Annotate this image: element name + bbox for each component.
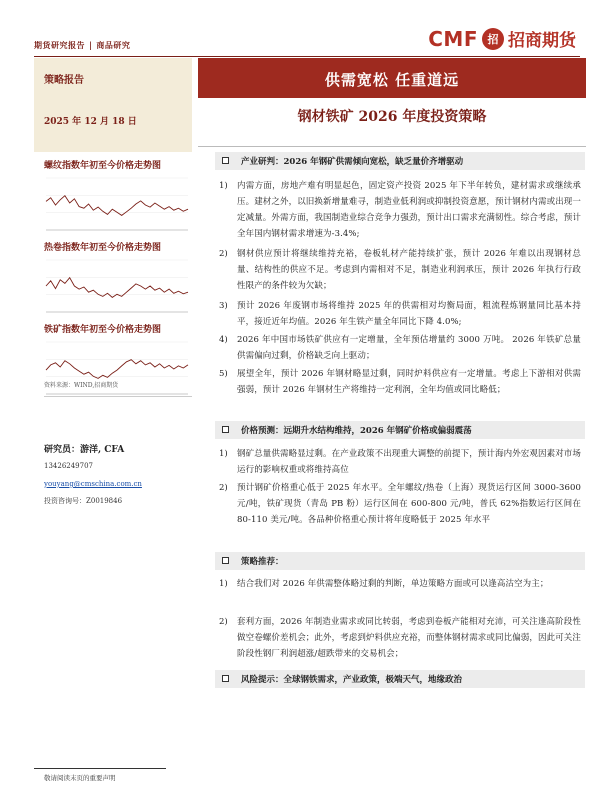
list-item	[219, 366, 581, 414]
item-number: 2)	[219, 483, 228, 493]
hot-coil-price-chart	[44, 254, 192, 322]
rebar-chart-title: 螺纹指数年初至今价格走势图	[44, 161, 162, 171]
list-item	[219, 298, 581, 330]
section-heading-text: 价格预测：远期升水结构维持，2026 年钢矿价格或偏弱震荡	[241, 426, 472, 436]
report-title: 钢材铁矿 2026 年度投资策略	[297, 109, 487, 125]
checkbox-square-icon	[222, 426, 229, 433]
analyst-phone: 13426249707	[44, 462, 93, 470]
list-item	[219, 246, 581, 294]
report-category	[34, 40, 130, 51]
item-number: 4)	[219, 335, 228, 345]
section-heading-strategy	[215, 552, 585, 570]
checkbox-square-icon	[222, 675, 229, 682]
category-label-commodity: 商品研究	[96, 40, 131, 50]
list-item	[219, 332, 581, 364]
logo-chinese-text: 招商期货	[508, 31, 576, 51]
report-date: 2025 年 12 月 18 日	[44, 117, 137, 127]
report-headline: 供需宽松 任重道远	[324, 71, 460, 89]
header-divider	[34, 56, 580, 57]
iron-ore-chart-title: 铁矿指数年初至今价格走势图	[44, 325, 162, 335]
checkbox-square-icon	[222, 157, 229, 164]
page-header	[0, 0, 600, 62]
item-text: 预计钢矿价格重心低于 2025 年水平。全年螺纹/热卷（上海）现货运行区间 3000-3600 元/吨，铁矿现货（青岛 PB 粉）运行区间在 600-800 元/吨，普氏 62%指数运行区间在 80-110 美元/吨。各品种价格重心预计将年度略低于 2025 年水平	[237, 483, 581, 525]
list-item	[219, 446, 581, 478]
checkbox-square-icon	[222, 557, 229, 564]
item-text: 2026 年中国市场铁矿供应有一定增量，全年预估增量约 3000 万吨。 2026 年铁矿总量供需偏向过剩，价格缺乏向上驱动；	[237, 335, 581, 361]
report-type: 策略报告	[44, 75, 84, 86]
analyst-certificate: 投资咨询号：Z0019846	[44, 497, 123, 505]
iron-ore-price-chart	[44, 336, 192, 404]
analyst-email-link[interactable]: youyang@cmschina.com.cn	[44, 480, 142, 488]
title-divider	[198, 146, 586, 147]
chart-source: 资料来源：WIND,招商期货	[44, 382, 119, 389]
item-number: 1)	[219, 579, 228, 589]
item-text: 钢矿总量供需略显过剩。在产业政策不出现重大调整的前提下，预计海内外宏观因素对市场运行的影响权重或将维持高位	[237, 449, 582, 475]
disclaimer-note: 敬请阅读末页的重要声明	[44, 774, 116, 782]
hot-coil-chart-title: 热卷指数年初至今价格走势图	[44, 243, 162, 253]
footer-divider	[34, 768, 166, 769]
rebar-price-chart	[44, 172, 192, 240]
item-text: 内需方面，房地产难有明显起色，固定资产投资 2025 年下半年转负，建材需求或继续承压。建材之外，以旧换新增量难寻，制造业低利润或抑制投资意愿，预计钢材内需或出现一定减量。外需方面，我国制造业综合竞争力强劲，预计出口需求充满韧性。综合考虑，预计全年国内钢材需求增速为-3.4%;	[237, 181, 582, 239]
list-item	[219, 614, 581, 662]
item-number: 3)	[219, 301, 228, 311]
sidebar-divider	[44, 396, 192, 397]
title-banner	[198, 58, 586, 98]
category-separator: |	[89, 40, 93, 50]
list-item	[219, 178, 581, 242]
section-heading-text: 风险提示：全球钢铁需求，产业政策，极端天气，地缘政治	[241, 675, 463, 685]
analyst-name: 研究员：游洋, CFA	[44, 445, 125, 455]
section-heading-text: 产业研判：2026 年钢矿供需倾向宽松，缺乏量价齐增驱动	[241, 157, 464, 167]
section-heading-price-forecast	[215, 421, 585, 439]
item-number: 1)	[219, 181, 228, 191]
list-item	[219, 480, 581, 544]
list-item	[219, 576, 581, 608]
company-logo	[428, 26, 576, 51]
item-text: 钢材供应预计将继续维持充裕，卷板轧材产能持续扩张，预计 2026 年难以出现钢材总量、结构性的供应不足。考虑到内需相对不足，制造业利润承压，预计 2026 年执行行政性限产的条件较为欠缺；	[237, 249, 581, 291]
item-number: 2)	[219, 249, 228, 259]
price-series-line	[46, 360, 188, 379]
item-text: 展望全年，预计 2026 年钢材略显过剩，同时炉料供应有一定增量。考虑上下游相对供需强弱，预计 2026 年钢材生产将维持一定利润，全年均值或同比略低；	[237, 369, 581, 395]
section-heading-risk	[215, 670, 585, 688]
section-heading-text: 策略推荐：	[241, 557, 284, 567]
item-number: 2)	[219, 617, 228, 627]
item-text: 结合我们对 2026 年供需整体略过剩的判断，单边策略方面或可以逢高沽空为主；	[237, 579, 549, 589]
logo-latin-text: CMF	[428, 26, 478, 51]
item-number: 1)	[219, 449, 228, 459]
section-heading-industry	[215, 152, 585, 170]
item-text: 预计 2026 年废钢市场将维持 2025 年的供需相对均衡局面，粗流程炼钢量同比基本持平，接近近年均值。2026 年生铁产量全年同比下降 4.0%;	[237, 301, 581, 327]
item-number: 5)	[219, 369, 228, 379]
logo-icon: 招	[482, 28, 504, 50]
item-text: 套利方面，2026 年制造业需求或同比转弱，考虑到卷板产能相对充沛，可关注逢高阶段性做空卷螺价差机会；此外，考虑到炉料供应充裕，而整体钢材需求或同比偏弱，因此可关注阶段性钢厂利润超涨/超跌带来的交易机会；	[237, 617, 582, 659]
category-label-research: 期货研究报告	[34, 40, 85, 50]
